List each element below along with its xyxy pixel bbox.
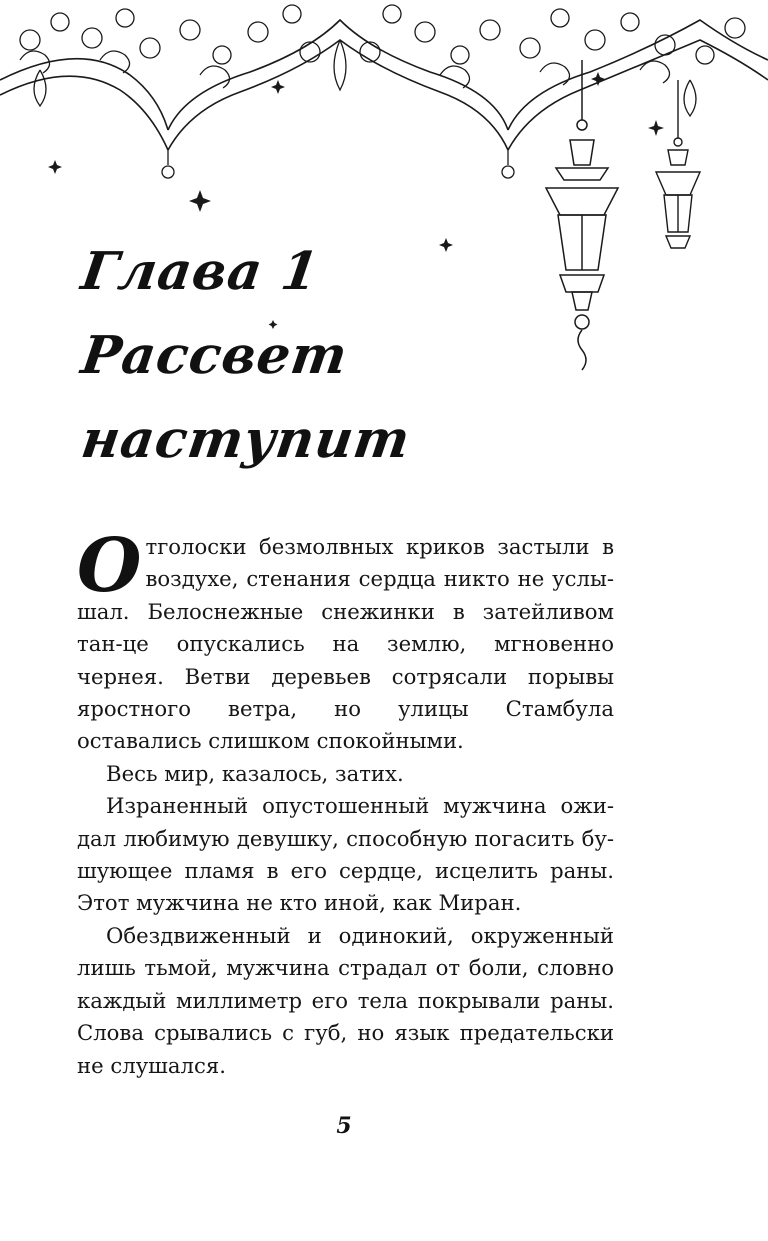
paragraph-1 bbox=[77, 523, 614, 758]
page-number: 5 bbox=[336, 1113, 352, 1139]
paragraph-2: Весь мир, казалось, затих. bbox=[106, 760, 404, 786]
chapter-heading: Глава 1 bbox=[77, 241, 324, 302]
paragraph-3: Израненный опустошенный мужчина ожи-дал любимую девушку, способную погасить бу-шующее пламя в его сердце, исцелить раны. Этот мужчина не кто иной, как Миран. bbox=[77, 793, 614, 916]
paragraph-4: Обездвиженный и одинокий, окруженный лишь тьмой, мужчина страдал от боли, словно каждый миллиметр его тела покрывали раны. Слова срывались с губ, но язык предательски не слушался. bbox=[77, 922, 614, 1078]
drop-cap: О bbox=[77, 523, 142, 609]
chapter-body bbox=[77, 523, 614, 1082]
chapter-title-line-1: Рассвет bbox=[77, 325, 352, 386]
chapter-title bbox=[76, 230, 536, 482]
chapter-title-line-2: наступит bbox=[77, 409, 415, 470]
paragraph-1-text: тголоски безмолвных криков застыли в воздухе, стенания сердца никто не услы-шал. Белоснежные снежинки в затейливом тан-це опускались на землю, мгновенно чернея. Ветви деревьев сотрясали порывы яростного ветра, но улицы Стамбула оставались слишком спокойными. bbox=[77, 534, 614, 754]
